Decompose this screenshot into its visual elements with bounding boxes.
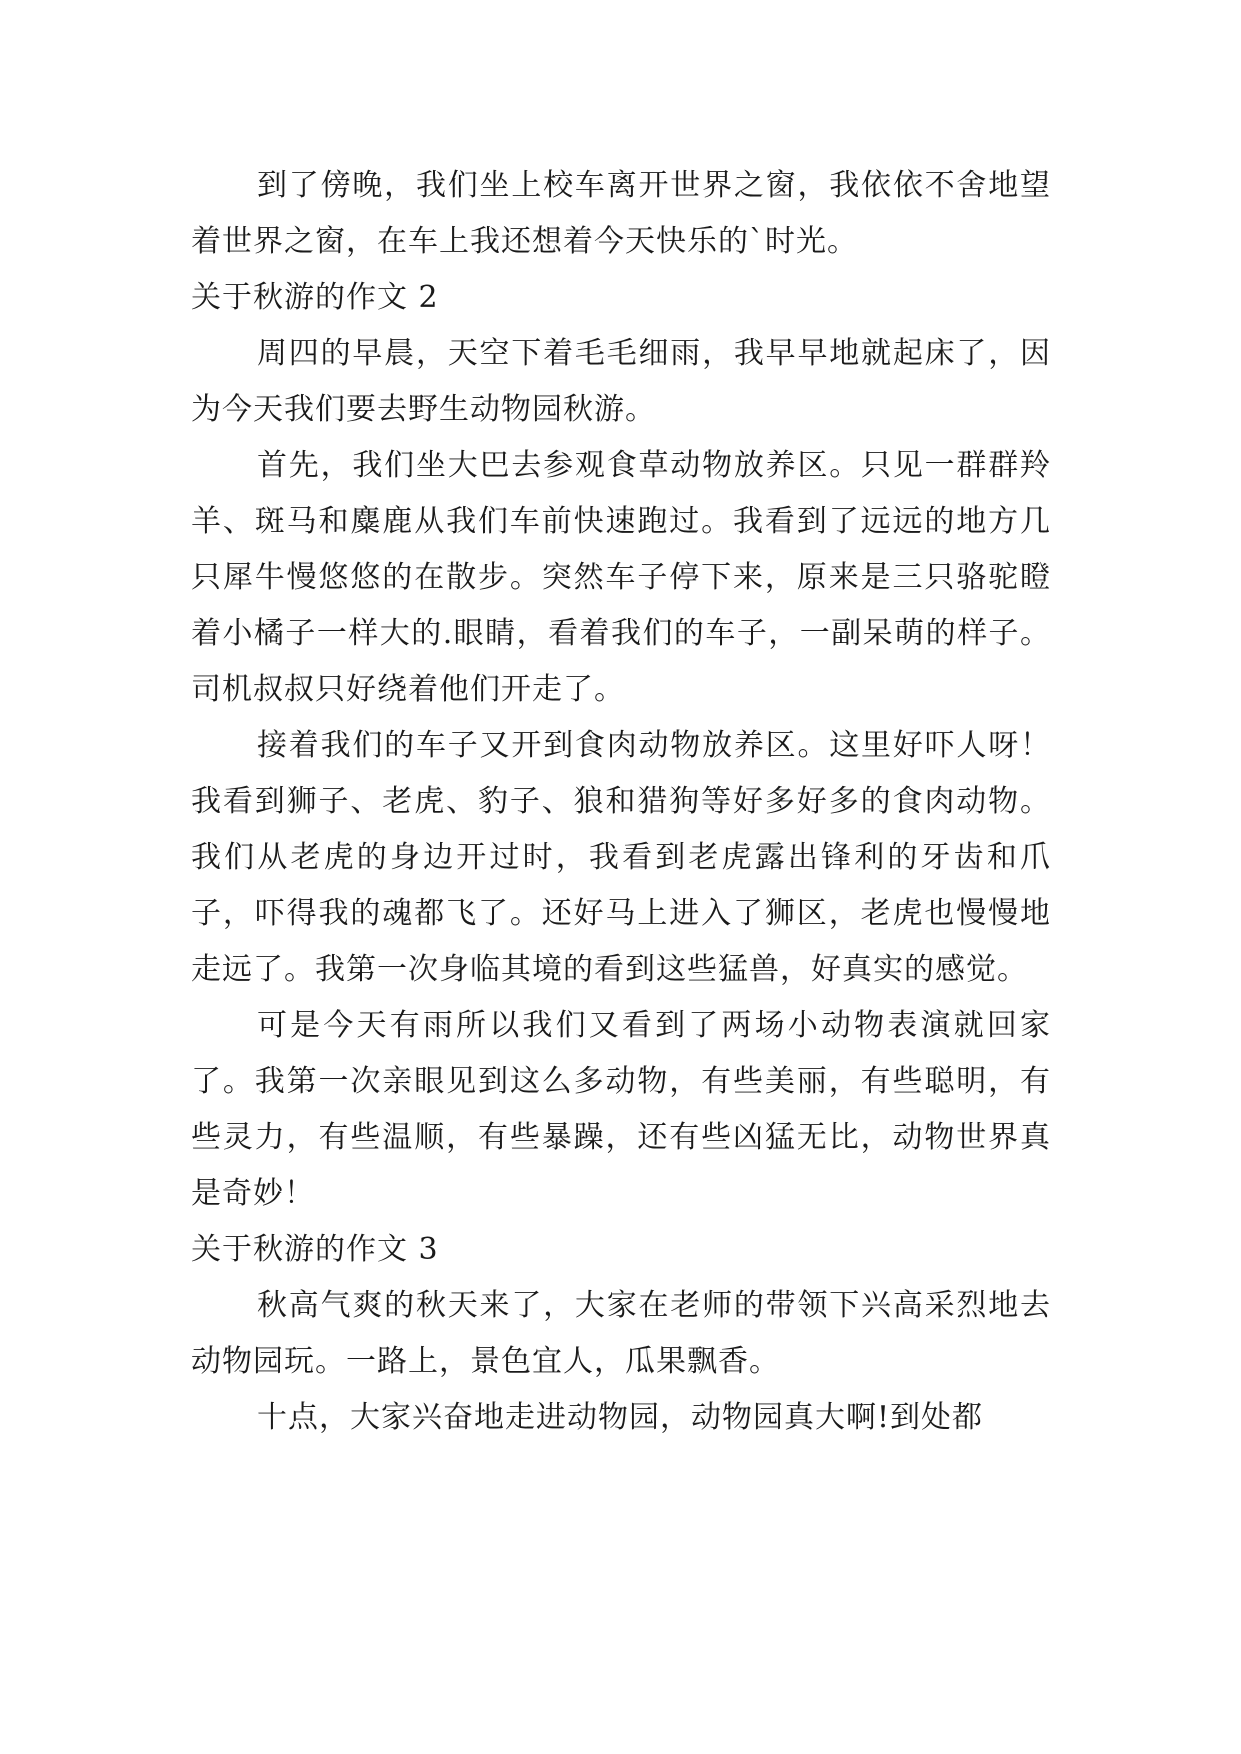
section-heading: 关于秋游的作文 3: [191, 1232, 439, 1267]
paragraph: 到了傍晚，我们坐上校车离开世界之窗，我依依不舍地望着世界之窗，在车上我还想着今天快乐的`时光。: [191, 168, 1051, 259]
section-heading: 关于秋游的作文 2: [191, 280, 439, 315]
paragraph: 十点，大家兴奋地走进动物园，动物园真大啊!到处都: [257, 1400, 984, 1435]
paragraph: 周四的早晨，天空下着毛毛细雨，我早早地就起床了，因为今天我们要去野生动物园秋游。: [191, 336, 1051, 427]
paragraph: 接着我们的车子又开到食肉动物放养区。这里好吓人呀！我看到狮子、老虎、豹子、狼和猎狗等好多好多的食肉动物。我们从老虎的身边开过时，我看到老虎露出锋利的牙齿和爪子，吓得我的魂都飞了。还好马上进入了狮区，老虎也慢慢地走远了。我第一次身临其境的看到这些猛兽，好真实的感觉。: [191, 728, 1051, 987]
paragraph: 秋高气爽的秋天来了，大家在老师的带领下兴高采烈地去动物园玩。一路上，景色宜人，瓜果飘香。: [191, 1288, 1051, 1379]
paragraph: 首先，我们坐大巴去参观食草动物放养区。只见一群群羚羊、斑马和麋鹿从我们车前快速跑过。我看到了远远的地方几只犀牛慢悠悠的在散步。突然车子停下来，原来是三只骆驼瞪着小橘子一样大的.眼睛，看着我们的车子，一副呆萌的样子。司机叔叔只好绕着他们开走了。: [191, 448, 1051, 707]
paragraph: 可是今天有雨所以我们又看到了两场小动物表演就回家了。我第一次亲眼见到这么多动物，有些美丽，有些聪明，有些灵力，有些温顺，有些暴躁，还有些凶猛无比，动物世界真是奇妙！: [191, 1008, 1051, 1211]
document-body: [191, 158, 1051, 1446]
